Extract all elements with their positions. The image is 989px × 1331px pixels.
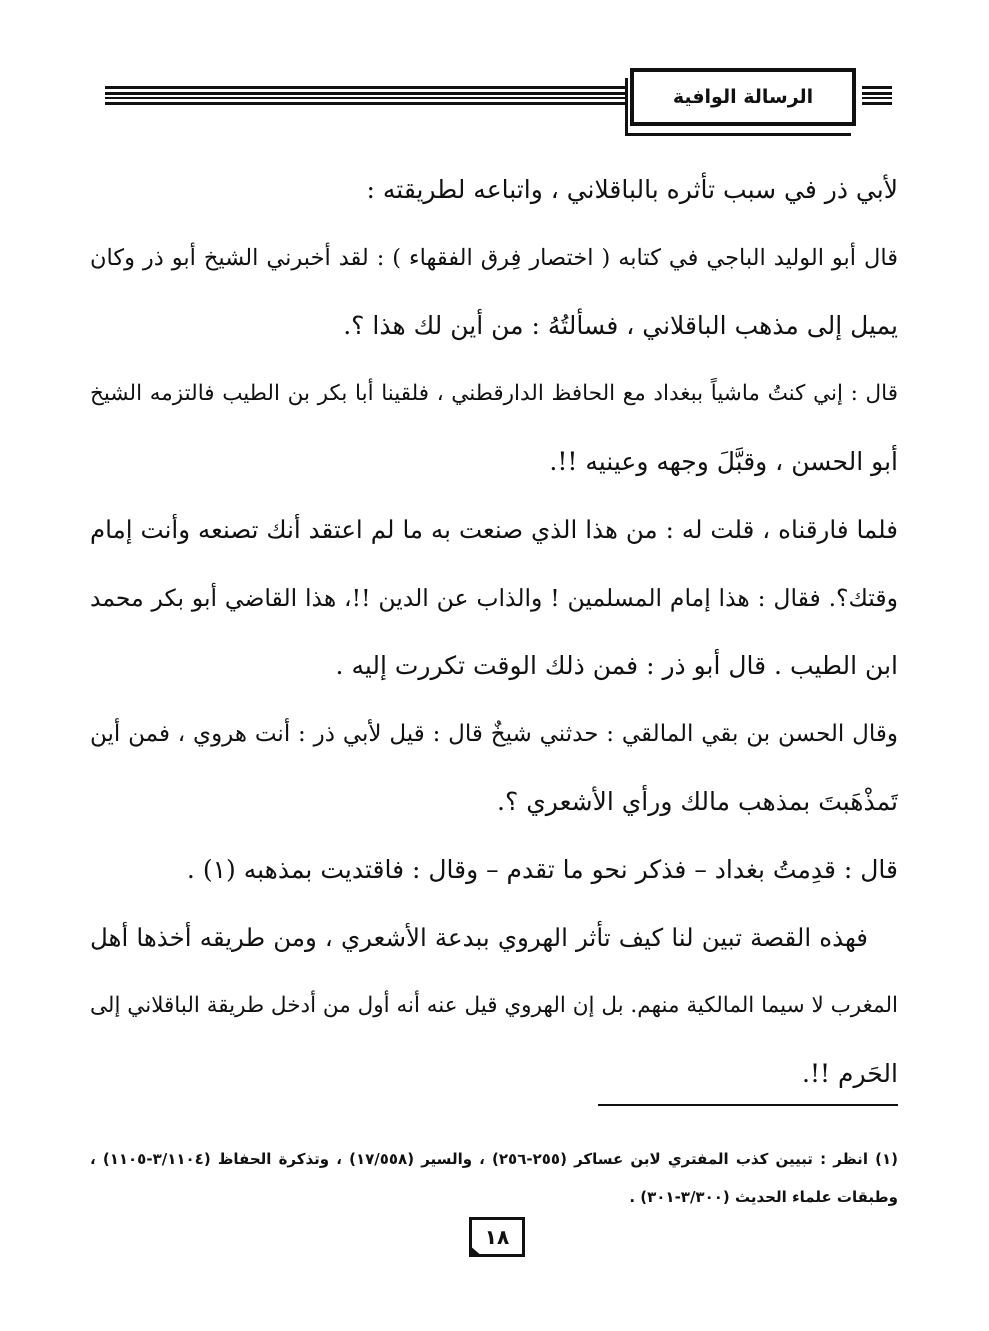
footnote-line: (١) انظر : تبيين كذب المفتري لابن عساكر (٢٥٥-٢٥٦) ، والسير (١٧/٥٥٨) ، وتذكرة الحفاظ (٣/١١٠٤-١١٠٥) ، — [90, 1150, 898, 1168]
text-line: يميل إلى مذهب الباقلاني ، فسألتُهُ : من أين لك هذا ؟. — [343, 311, 898, 340]
footnote-line: وطبقات علماء الحديث (٣/٣٠٠-٣٠١) . — [629, 1188, 898, 1206]
book-title: الرسالة الوافية — [672, 86, 814, 108]
page-number-box — [469, 1217, 525, 1257]
text-line: المغرب لا سيما المالكية منهم. بل إن الهروي قيل عنه أنه أول من أدخل طريقة الباقلاني إلى — [90, 993, 898, 1018]
text-line: فلما فارقناه ، قلت له : من هذا الذي صنعت به ما لم اعتقد أنك تصنعه وأنت إمام — [90, 515, 898, 544]
text-line: قال أبو الوليد الباجي في كتابه ( اختصار فِرق الفقهاء ) : لقد أخبرني الشيخ أبو ذر وكان — [90, 245, 898, 271]
header-rule-left — [105, 86, 627, 106]
text-line: قال : قدِمتُ بغداد – فذكر نحو ما تقدم – وقال : فاقتديت بمذهبه (١) . — [186, 855, 898, 884]
text-line: ابن الطيب . قال أبو ذر : فمن ذلك الوقت تكررت إليه . — [335, 651, 898, 680]
text-line: فهذه القصة تبين لنا كيف تأثر الهروي ببدعة الأشعري ، ومن طريقه أخذها أهل — [90, 923, 868, 952]
text-line: قال : إني كنتُ ماشياً ببغداد مع الحافظ الدارقطني ، فلقينا أبا بكر بن الطيب فالتزمه الشيخ — [90, 381, 898, 406]
text-line: تَمذْهَبتَ بمذهب مالك ورأي الأشعري ؟. — [497, 787, 898, 816]
text-line: الحَرم !!. — [802, 1059, 898, 1088]
page-number: ١٨ — [484, 1225, 510, 1249]
text-line: وقال الحسن بن بقي المالقي : حدثني شيخٌ قال : قيل لأبي ذر : أنت هروي ، فمن أين — [90, 721, 898, 747]
text-line: لأبي ذر في سبب تأثره بالباقلاني ، واتباعه لطريقته : — [366, 175, 898, 204]
text-line: وقتك؟. فقال : هذا إمام المسلمين ! والذاب عن الدين !!، هذا القاضي أبو بكر محمد — [90, 584, 898, 612]
header-rule-right — [862, 86, 892, 106]
text-line: أبو الحسن ، وقبَّلَ وجهه وعينيه !!. — [549, 447, 898, 476]
footnote-separator — [598, 1104, 898, 1106]
running-header — [630, 68, 856, 126]
footnote — [90, 1140, 898, 1216]
main-text — [90, 156, 898, 1108]
